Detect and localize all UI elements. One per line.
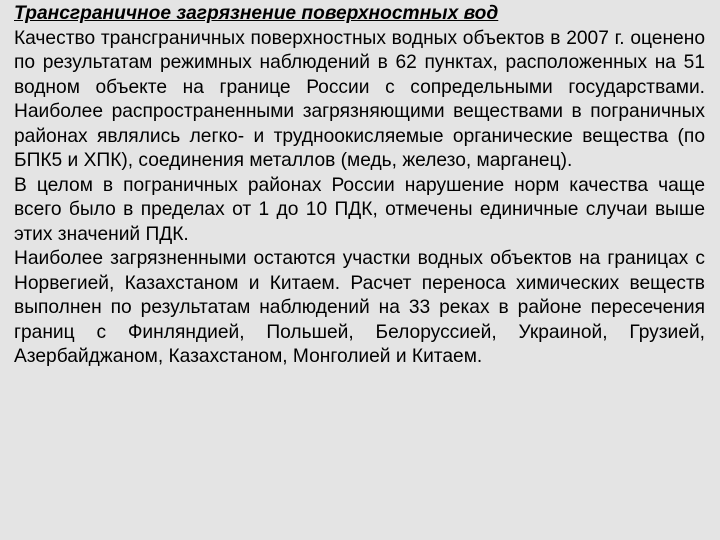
paragraph-norm-violations: В целом в пограничных районах России нарушение норм качества чаще всего было в пределах от 1 до 10 ПДК, отмечены единичные случаи выше этих значений ПДК. <box>14 174 705 245</box>
paragraph-polluted-areas: Наиболее загрязненными остаются участки водных объектов на границах с Норвегией, Казахстаном и Китаем. Расчет переноса химических веществ выполнен по результатам наблюдений на 33 реках в районе пересечения границ с Финляндией, Польшей, Белоруссией, Украиной, Грузией, Азербайджаном, Казахстаном, Монголией и Китаем. <box>14 248 705 367</box>
paragraph-water-quality: Качество трансграничных поверхностных водных объектов в 2007 г. оценено по результатам режимных наблюдений в 62 пунктах, расположенных на 51 водном объекте на границе России с сопредельными государствами. Наиболее распространенными загрязняющими веществами в пограничных районах являлись легко- и трудноокисляемые органические вещества (по БПК5 и ХПК), соединения металлов (медь, железо, марганец). <box>14 27 705 171</box>
page-title: Трансграничное загрязнение поверхностных вод <box>14 3 499 24</box>
